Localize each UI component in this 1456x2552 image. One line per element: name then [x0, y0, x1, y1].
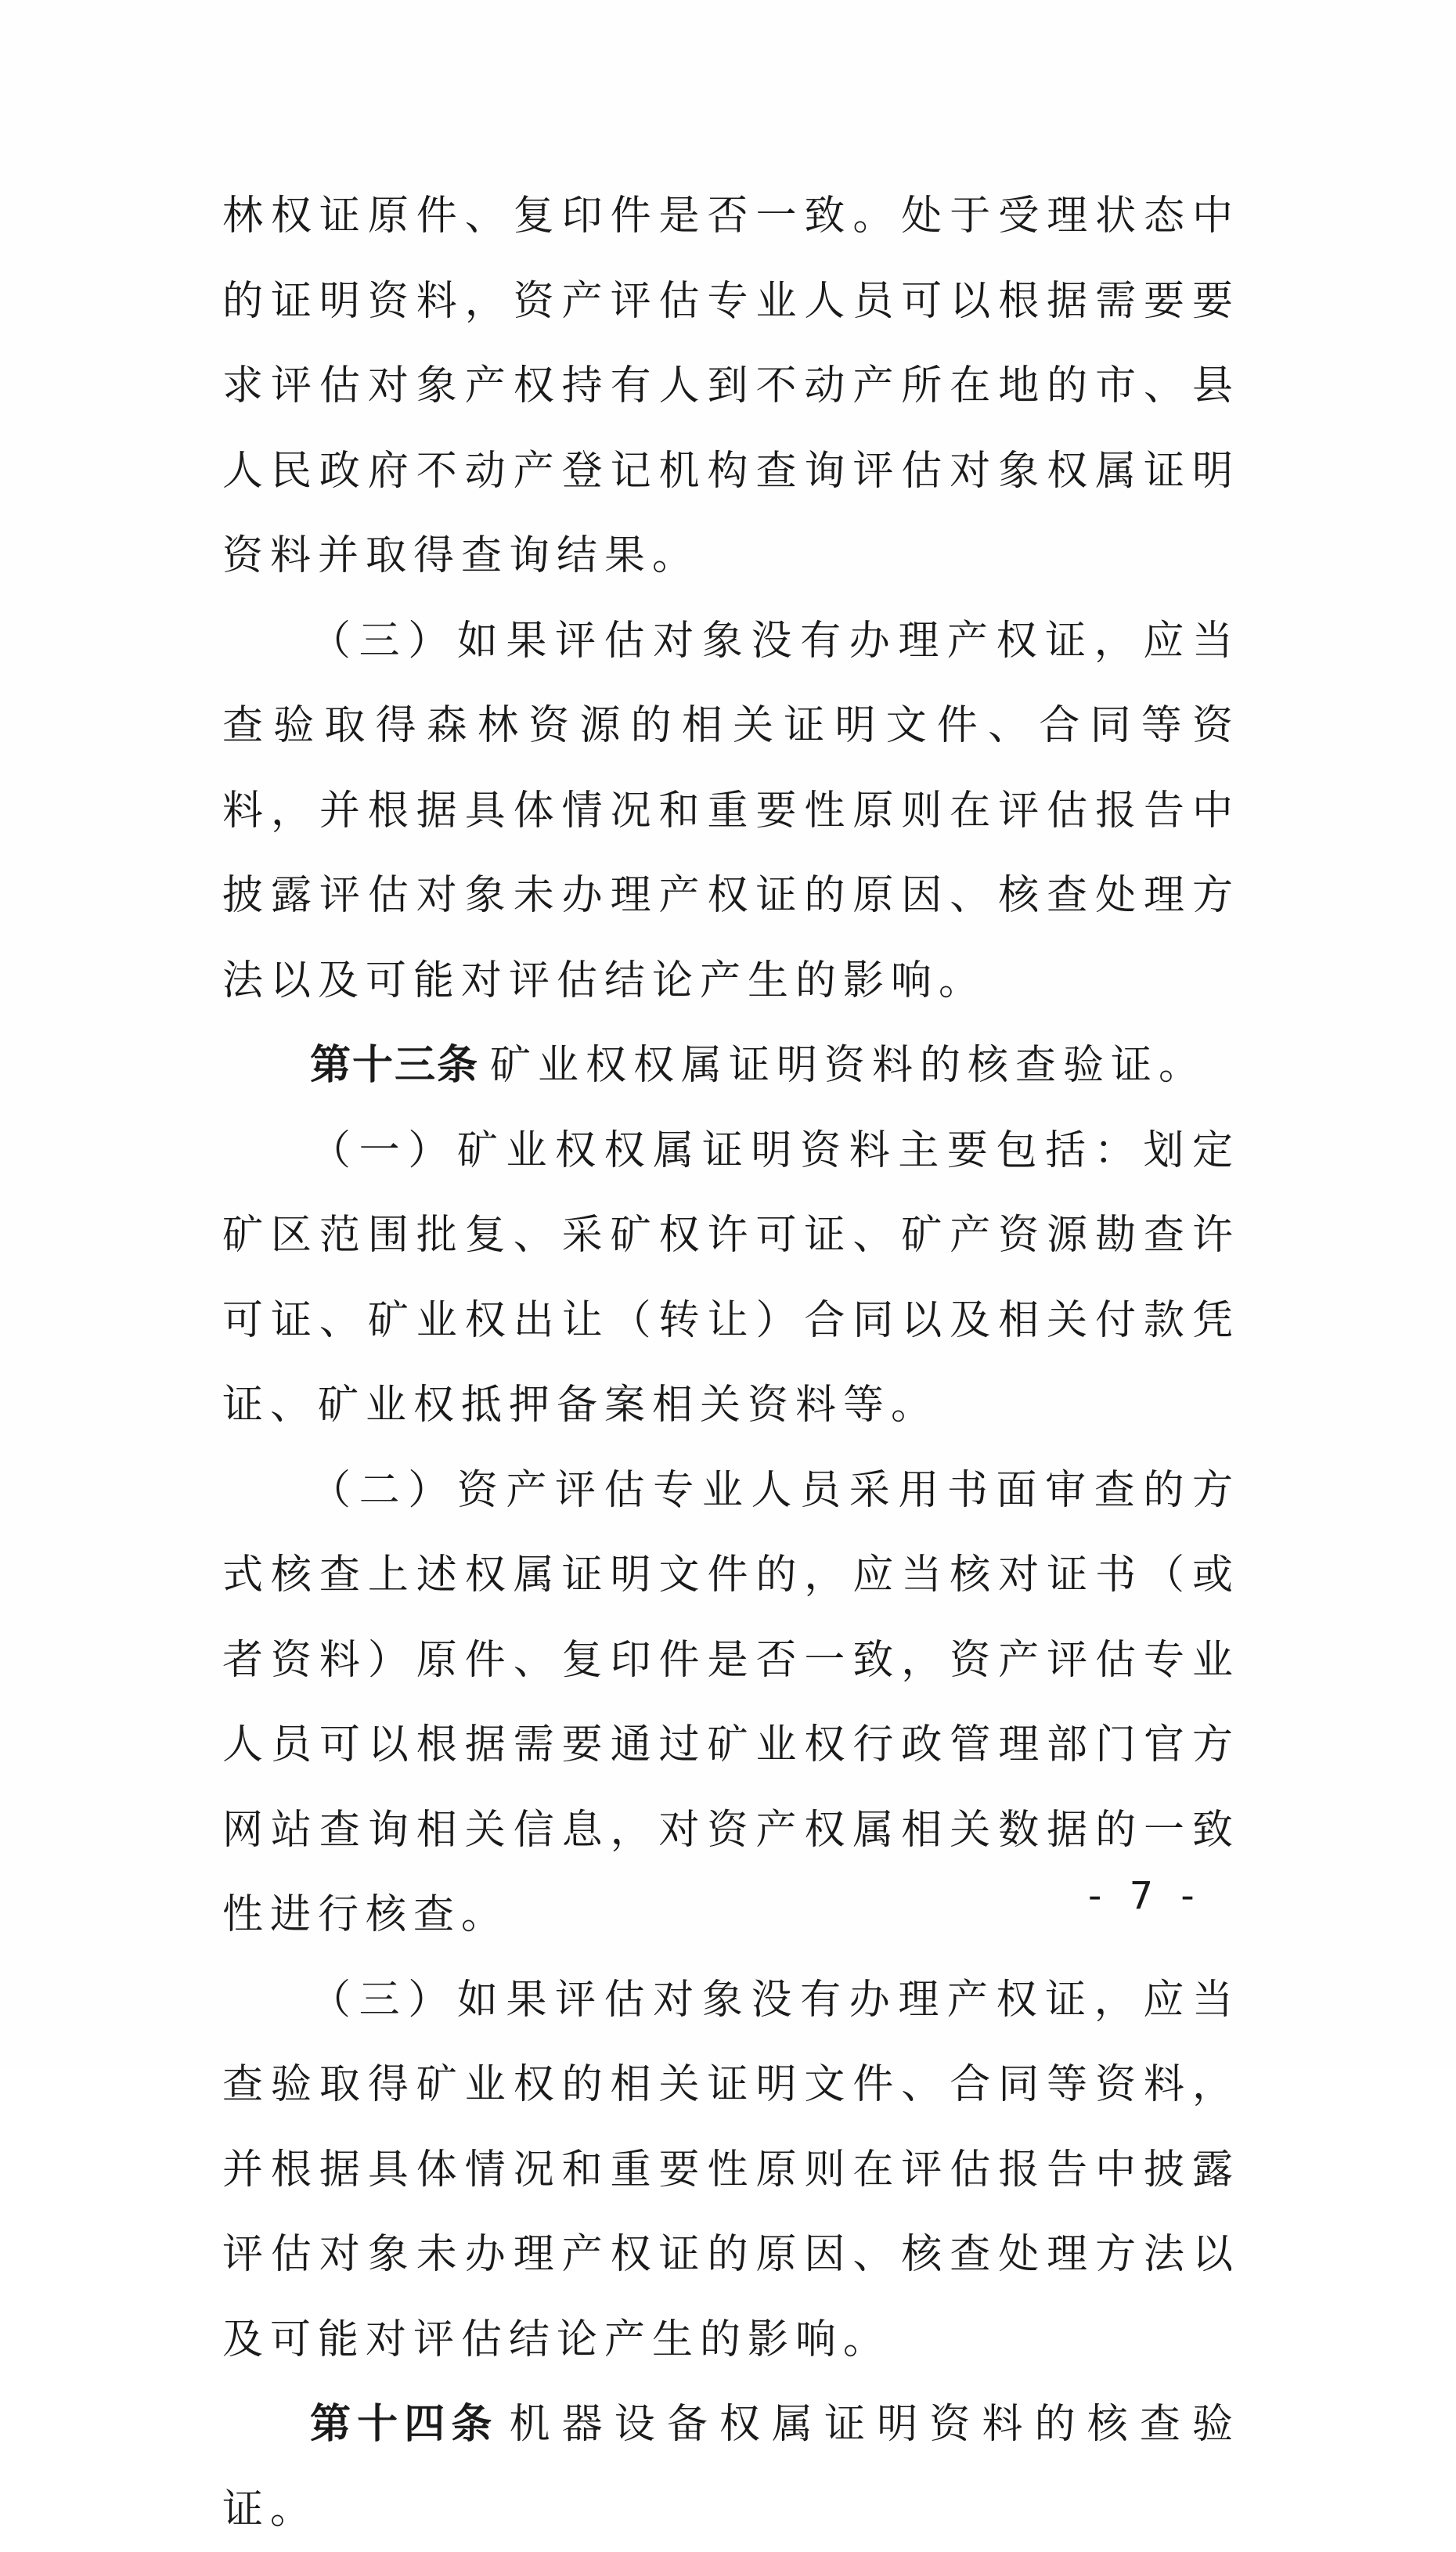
paragraph-4: [222, 1108, 1240, 1448]
article-heading: 第十三条: [310, 1042, 480, 1089]
paragraph-text: （三）如果评估对象没有办理产权证，应当查验取得森林资源的相关证明文件、合同等资料，并根据具体情况和重要性原则在评估报告中披露评估对象未办理产权证的原因、核查处理方法以及可能对评估结论产生的影响。: [222, 617, 1240, 1004]
paragraph-text: 林权证原件、复印件是否一致。处于受理状态中的证明资料，资产评估专业人员可以根据需要要求评估对象产权持有人到不动产所在地的市、县人民政府不动产登记机构查询评估对象权属证明资料并取得查询结果。: [222, 193, 1240, 579]
article-heading: 第十四条: [310, 2401, 499, 2448]
article-14-title: [222, 2382, 1240, 2552]
article-13-title: [222, 1023, 1240, 1108]
paragraph-text: （三）如果评估对象没有办理产权证，应当查验取得矿业权的相关证明文件、合同等资料，并根据具体情况和重要性原则在评估报告中披露评估对象未办理产权证的原因、核查处理方法以及可能对评估结论产生的影响。: [222, 1976, 1240, 2363]
body-text: [222, 174, 1240, 2552]
paragraph-5: [222, 1448, 1240, 1958]
paragraph-1: [222, 174, 1240, 599]
paragraph-text: （二）资产评估专业人员采用书面审查的方式核查上述权属证明文件的，应当核对证书（或者资料）原件、复印件是否一致，资产评估专业人员可以根据需要通过矿业权行政管理部门官方网站查询相关信息，对资产权属相关数据的一致性进行核查。: [222, 1466, 1240, 1938]
page-number: - 7 -: [1088, 1874, 1202, 1918]
paragraph-text: 机器设备权属证明资料的核查验证。: [222, 2401, 1240, 2533]
paragraph-2: [222, 599, 1240, 1024]
paragraph-6: [222, 1958, 1240, 2383]
paragraph-text: （一）矿业权权属证明资料主要包括：划定矿区范围批复、采矿权许可证、矿产资源勘查许可证、矿业权出让（转让）合同以及相关付款凭证、矿业权抵押备案相关资料等。: [222, 1126, 1240, 1429]
paragraph-text: 矿业权权属证明资料的核查验证。: [490, 1042, 1207, 1089]
